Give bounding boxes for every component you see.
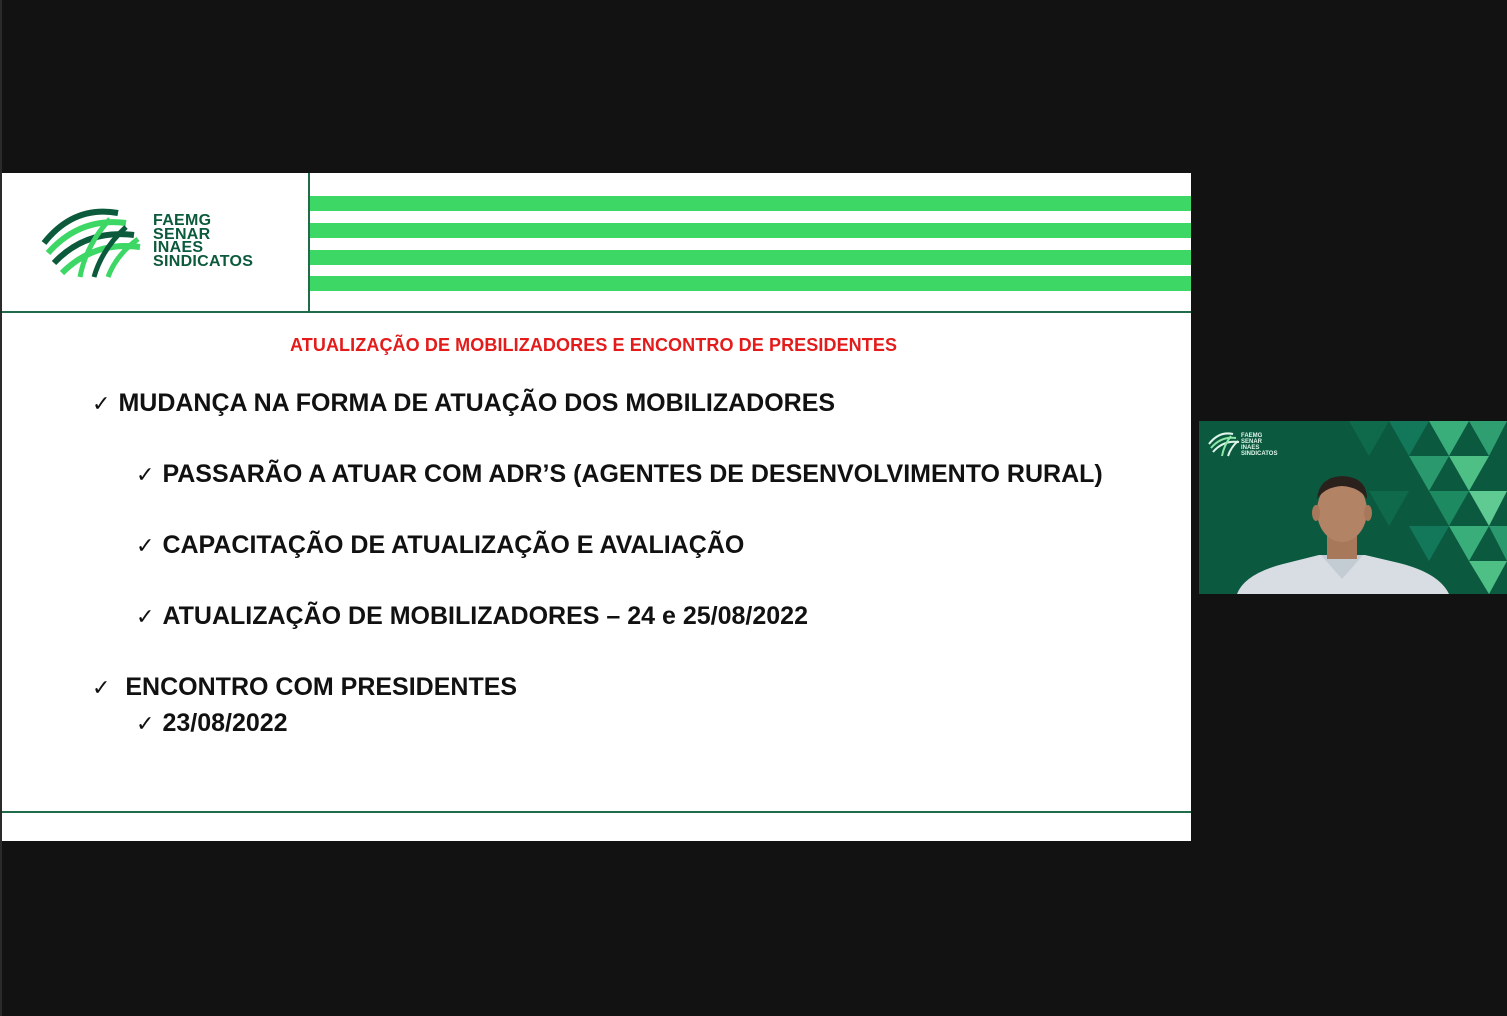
shared-slide	[2, 173, 1191, 841]
bullet-text: ATUALIZAÇÃO DE MOBILIZADORES – 24 e 25/08/2022	[162, 602, 808, 630]
participant-video-tile[interactable]	[1199, 421, 1507, 594]
logo-line-inaes: INAES	[153, 239, 204, 256]
logo-line-faemg: FAEMG	[153, 212, 212, 229]
bullet-level-2	[136, 530, 744, 562]
bullet-text: 23/08/2022	[162, 709, 288, 737]
header-stripe	[310, 196, 1191, 211]
slide-header	[2, 173, 1191, 312]
bullet-level-1	[92, 672, 517, 704]
logo-text	[153, 214, 253, 268]
bullet-text: PASSARÃO A ATUAR COM ADR’S (AGENTES DE DESENVOLVIMENTO RURAL)	[162, 460, 1103, 488]
check-icon: ✓	[92, 392, 111, 417]
bullet-level-2	[136, 601, 808, 633]
bullet-level-2	[136, 459, 1103, 491]
logo-area	[2, 173, 308, 312]
bullet-text: ENCONTRO COM PRESIDENTES	[118, 673, 518, 701]
bullet-text: MUDANÇA NA FORMA DE ATUAÇÃO DOS MOBILIZADORES	[118, 389, 836, 417]
logo-line-senar: SENAR	[153, 225, 211, 243]
faemg-logo-icon	[40, 205, 142, 279]
check-icon: ✓	[136, 463, 155, 488]
bullet-level-1	[92, 388, 835, 420]
check-icon: ✓	[136, 534, 155, 559]
footer-rule	[2, 811, 1191, 813]
logo-line-sindicatos: SINDICATOS	[153, 252, 254, 270]
check-icon: ✓	[92, 676, 111, 701]
header-stripe	[310, 223, 1191, 238]
mini-logo-line: INAES	[1241, 445, 1260, 451]
mini-logo-line: SENAR	[1241, 439, 1263, 445]
header-rule	[2, 311, 1191, 313]
header-stripe	[310, 276, 1191, 291]
check-icon: ✓	[136, 605, 155, 630]
header-divider	[308, 173, 310, 312]
slide-title: ATUALIZAÇÃO DE MOBILIZADORES E ENCONTRO DE PRESIDENTES	[290, 335, 898, 355]
mini-logo-line: SINDICATOS	[1241, 451, 1278, 457]
participant-avatar	[1227, 451, 1457, 594]
bullet-level-2	[136, 708, 288, 740]
bullet-text: CAPACITAÇÃO DE ATUALIZAÇÃO E AVALIAÇÃO	[162, 531, 745, 559]
check-icon: ✓	[136, 712, 155, 737]
mini-logo-line: FAEMG	[1241, 433, 1263, 439]
header-stripe	[310, 250, 1191, 265]
